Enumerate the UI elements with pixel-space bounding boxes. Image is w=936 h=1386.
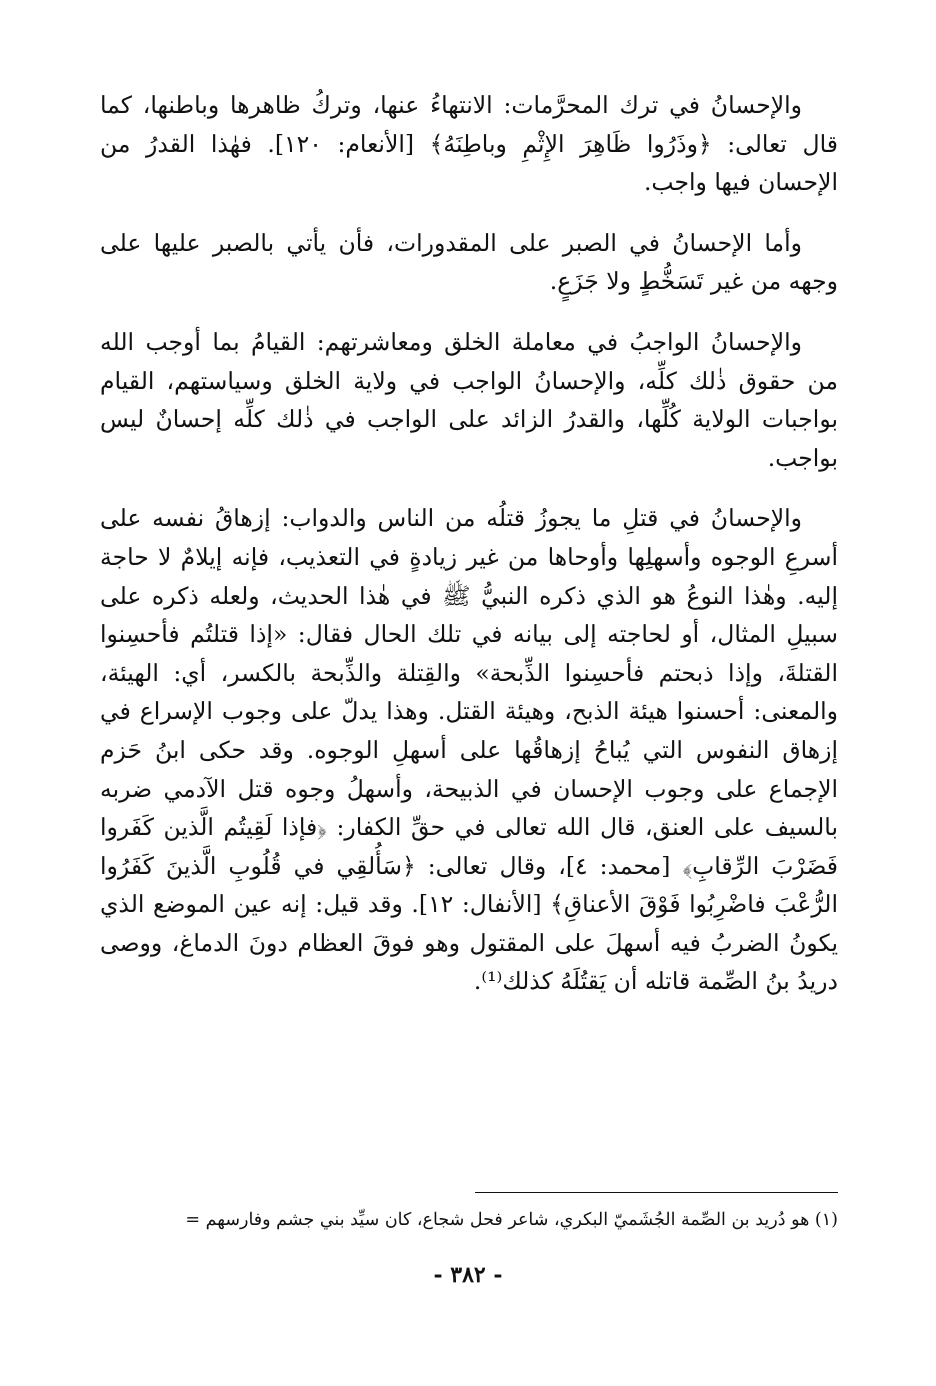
paragraph-ihsan-killing: والإحسانُ في قتلِ ما يجوزُ قتلُه من الناس والدواب: إزهاقُ نفسه على أسرعِ الوجوه وأسهلِها وأوحاها من غير زيادةٍ في التعذيب، فإنه إيلامٌ لا حاجة إليه. وهٰذا النوعُ هو الذي ذكره النبيُّ ﷺ في هٰذا الحديث، ولعله ذكره على سبيلِ المثال، أو لحاجته إلى بيانه في تلك الحال فقال: «إذا قتلتُم فأحسِنوا القتلةَ، وإذا ذبحتم فأحسِنوا الذِّبحة» والقِتلة والذِّبحة بالكسر، أي: الهيئة، والمعنى: أحسنوا هيئة الذبح، وهيئة القتل. وهذا يدلّ على وجوب الإسراع في إزهاق النفوس التي يُباحُ إزهاقُها على أسهلِ الوجوه. وقد حكى ابنُ حَزم الإجماع على وجوب الإحسان في الذبيحة، وأسهلُ وجوه قتل الآدمي ضربه بالسيف على العنق، قال الله تعالى في حقِّ الكفار: ﴿فإذا لَقِيتُم الَّذين كَفَروا فَضَرْبَ الرِّقابِ﴾ [محمد: ٤]، وقال تعالى: ﴿سَأُلقِي في قُلُوبِ الَّذينَ كَفَرُوا الرُّعْبَ فاضْرِبُوا فَوْقَ الأعناقِ﴾ [الأنفال: ١٢]. وقد قيل: إنه عين الموضع الذي يكونُ الضربُ فيه أسهلَ على المقتول وهو فوقَ العظام دونَ الدماغ، ووصى دريدُ بنُ الصِّمة قاتله أن يَقتُلَهُ كذلك⁽¹⁾. bbox=[100, 504, 838, 996]
page-number: - ٣٨٢ - bbox=[433, 1262, 503, 1288]
footnote: (١) هو دُريد بن الصِّمة الجُشَميّ البكري، شاعر فحل شجاع، كان سيِّد بني جشم وفارسهم = bbox=[185, 1210, 838, 1230]
paragraph-ihsan-patience: وأما الإحسانُ في الصبر على المقدورات، فأن يأتي بالصبر عليها على وجهه من غير تَسَخُّطٍ ولا جَزَعٍ. bbox=[100, 228, 838, 296]
page-body bbox=[100, 86, 838, 1001]
paragraph-ihsan-prohibitions: والإحسانُ في ترك المحرَّمات: الانتهاءُ عنها، وتركُ ظاهرها وباطنها، كما قال تعالى: ﴿وذَرُوا ظَاهِرَ الإِثْمِ وباطِنَهُ﴾ [الأنعام: ١٢٠]. فهٰذا القدرُ من الإحسان فيها واجب. bbox=[100, 91, 839, 197]
footnote-divider bbox=[475, 1192, 838, 1193]
paragraph-ihsan-dealings: والإحسانُ الواجبُ في معاملة الخلق ومعاشرتهم: القيامُ بما أوجب الله من حقوق ذٰلك كلِّه، والإحسانُ الواجب في ولاية الخلق وسياستهم، القيام بواجبات الولاية كُلِّها، والقدرُ الزائد على الواجب في ذٰلك كلِّه إحسانٌ ليس بواجب. bbox=[100, 327, 838, 472]
